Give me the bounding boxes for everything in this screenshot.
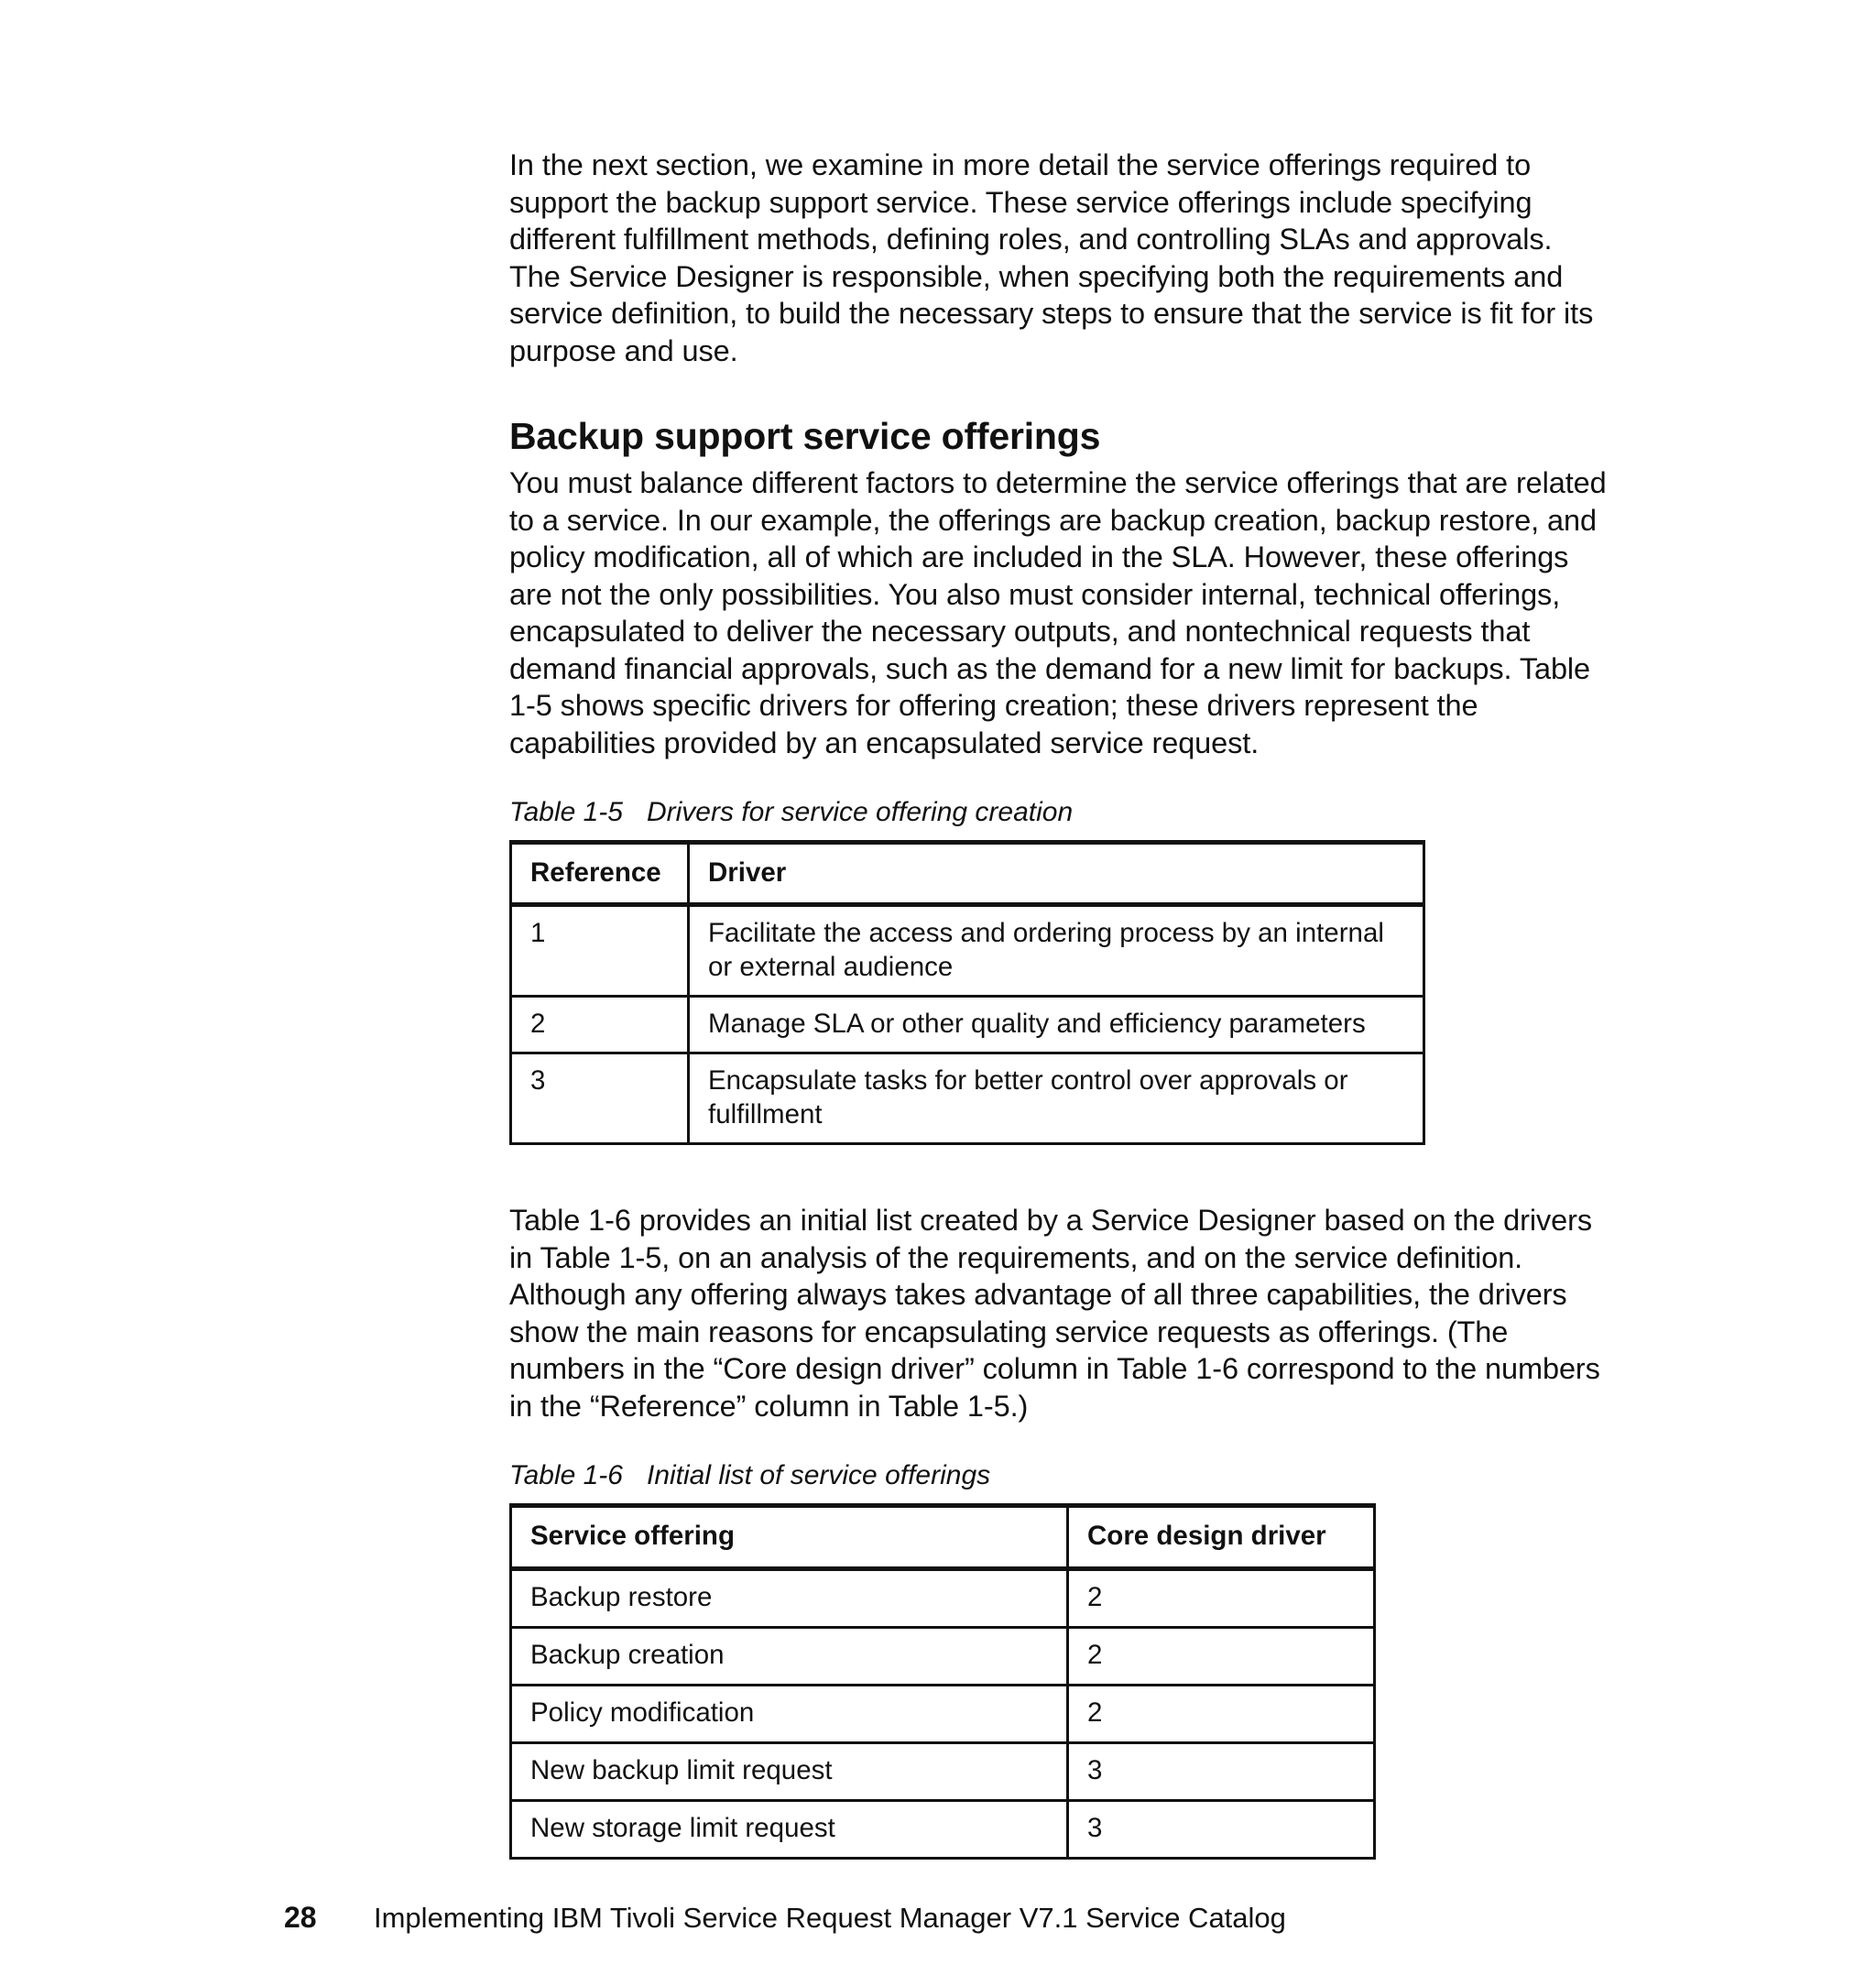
service-offering-cell: Policy modification [511, 1686, 1068, 1743]
core-design-driver-cell: 3 [1068, 1743, 1375, 1801]
reference-cell: 2 [511, 997, 689, 1053]
table-1-5 [509, 840, 1425, 1145]
core-design-driver-cell: 2 [1068, 1686, 1375, 1743]
table-row [511, 905, 1424, 997]
table-header-row [511, 843, 1424, 905]
driver-cell: Facilitate the access and ordering process by an internal or external audience [689, 905, 1424, 997]
table-1-6-caption [509, 1459, 1609, 1492]
table-row [511, 1743, 1375, 1801]
service-offering-cell: Backup restore [511, 1569, 1068, 1628]
section-heading: Backup support service offerings [509, 415, 1101, 457]
page-number: 28 [284, 1901, 317, 1934]
table-row [511, 1801, 1375, 1859]
page-content [509, 147, 1609, 1860]
table-1-5-caption-title: Drivers for service offering creation [646, 797, 1074, 827]
table-1-5-caption-number: Table 1-5 [509, 797, 623, 827]
intro-paragraph: In the next section, we examine in more detail the service offerings required to support the backup support service. These service offerings include specifying different fulfillment methods, defining roles, and controlling SLAs and approvals. The Service Designer is responsible, when specifying both the requirements and service definition, to build the necessary steps to ensure that the service is fit for its purpose and use. [509, 148, 1594, 367]
section-paragraph: You must balance different factors to determine the service offerings that are related to a service. In our example, the offerings are backup creation, backup restore, and policy modification, all of which are included in the SLA. However, these offerings are not the only possibilities. You also must consider internal, technical offerings, encapsulated to deliver the necessary outputs, and nontechnical requests that demand financial approvals, such as the demand for a new limit for backups. Table 1-5 shows specific drivers for offering creation; these drivers represent the capabilities provided by an encapsulated service request. [509, 466, 1607, 759]
core-design-driver-cell: 3 [1068, 1801, 1375, 1859]
table-1-5-caption [509, 796, 1609, 829]
table-header-cell: Reference [511, 843, 689, 905]
service-offering-cell: New storage limit request [511, 1801, 1068, 1859]
book-title: Implementing IBM Tivoli Service Request Manager V7.1 Service Catalog [374, 1902, 1286, 1934]
table-row [511, 1686, 1375, 1743]
table-row [511, 997, 1424, 1053]
table-row [511, 1053, 1424, 1144]
core-design-driver-cell: 2 [1068, 1569, 1375, 1628]
core-design-driver-cell: 2 [1068, 1628, 1375, 1686]
driver-cell: Manage SLA or other quality and efficiency parameters [689, 997, 1424, 1053]
table-header-row [511, 1506, 1375, 1569]
table-1-6-caption-number: Table 1-6 [509, 1460, 623, 1490]
reference-cell: 1 [511, 905, 689, 997]
table-header-cell: Core design driver [1068, 1506, 1375, 1569]
service-offering-cell: Backup creation [511, 1628, 1068, 1686]
service-offering-cell: New backup limit request [511, 1743, 1068, 1801]
table-header-cell: Service offering [511, 1506, 1068, 1569]
middle-paragraph: Table 1-6 provides an initial list created by a Service Designer based on the drivers in Table 1-5, on an analysis of the requirements, and on the service definition. Although any offering always takes advantage of all three capabilities, the drivers show the main reasons for encapsulating service requests as offerings. (The numbers in the “Core design driver” column in Table 1-6 correspond to the numbers in the “Reference” column in Table 1-5.) [509, 1204, 1600, 1423]
table-1-6 [509, 1503, 1376, 1860]
table-1-6-caption-title: Initial list of service offerings [646, 1460, 991, 1490]
page-footer [284, 1899, 1286, 1937]
table-row [511, 1628, 1375, 1686]
driver-cell: Encapsulate tasks for better control over approvals or fulfillment [689, 1053, 1424, 1144]
table-header-cell: Driver [689, 843, 1424, 905]
table-row [511, 1569, 1375, 1628]
reference-cell: 3 [511, 1053, 689, 1144]
